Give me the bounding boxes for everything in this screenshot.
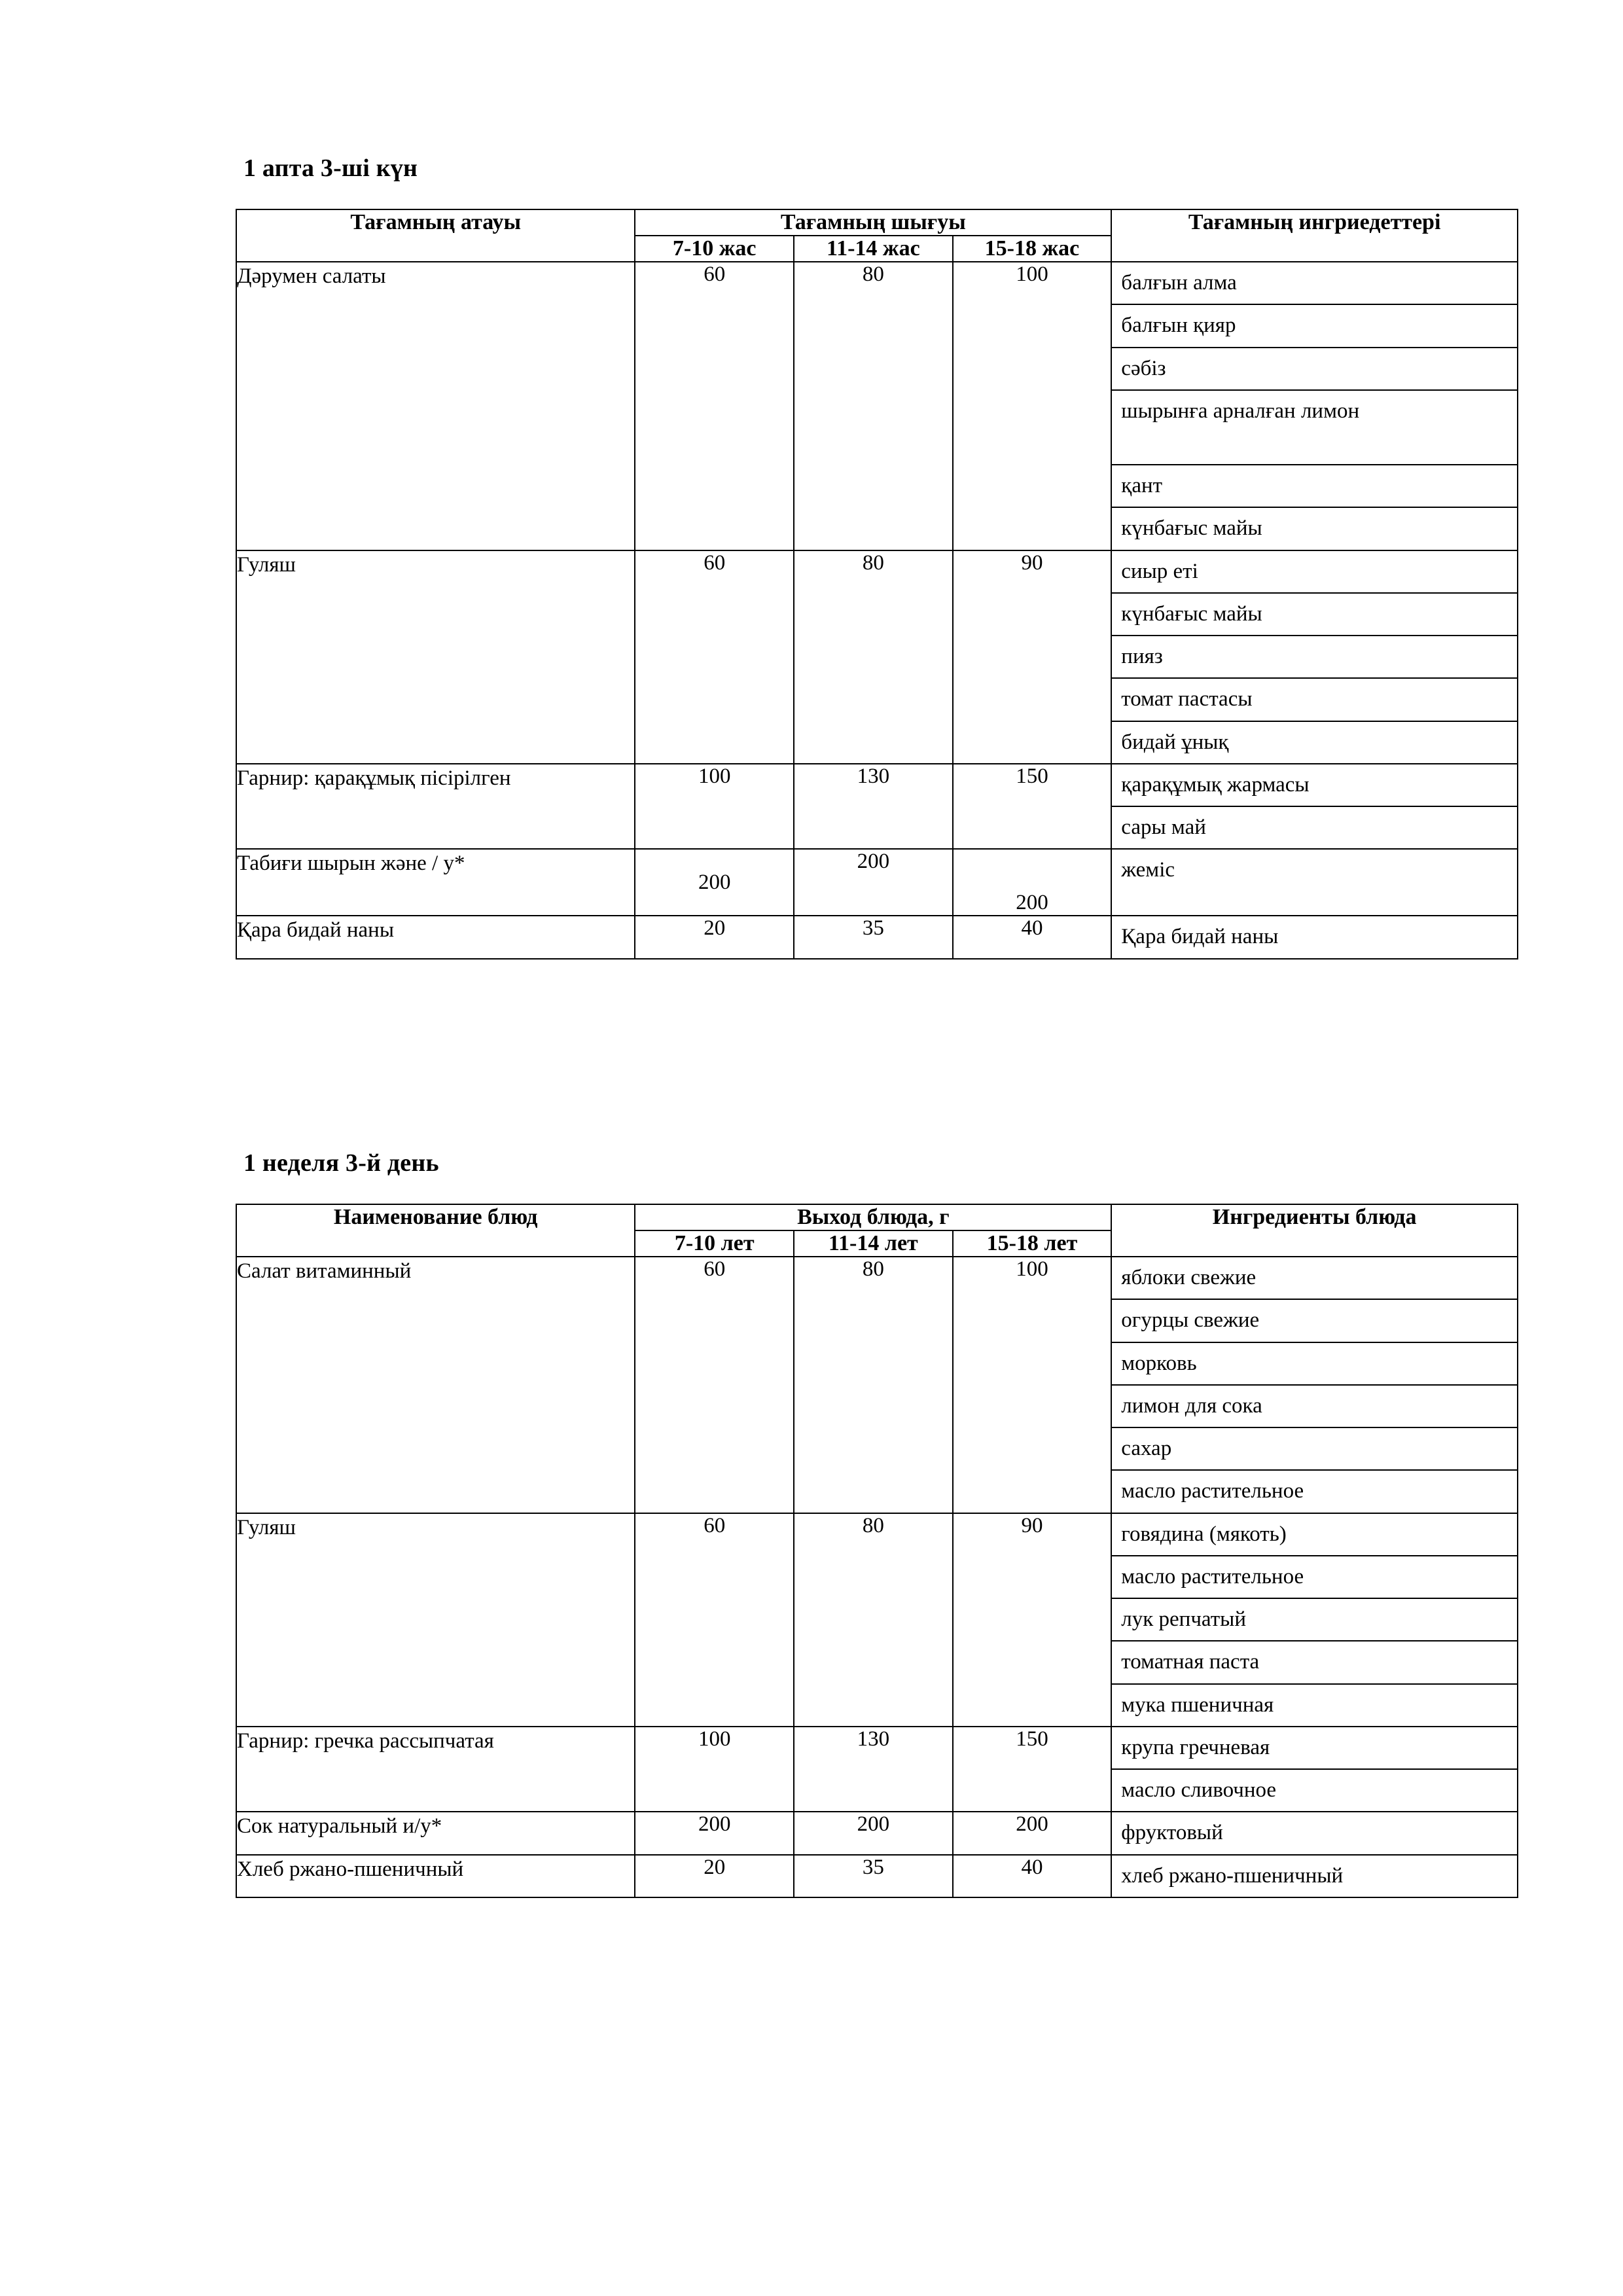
menu-table <box>236 1204 1518 1898</box>
dish-amount-7-10: 60 <box>635 550 794 764</box>
ingredient-item: сиыр еті <box>1112 551 1517 594</box>
ingredient-item: қант <box>1112 465 1517 508</box>
table-header-row <box>236 1204 1518 1230</box>
section-caption: 1 апта 3-ші күн <box>243 154 418 182</box>
ingredient-item: сары май <box>1121 816 1206 839</box>
dish-amount-11-14: 80 <box>794 1513 953 1727</box>
ingredient-list <box>1111 1727 1518 1812</box>
dish-name: Гарнир: гречка рассыпчатая <box>236 1727 635 1812</box>
ingredient-item: яблоки свежие <box>1112 1257 1517 1300</box>
table-header-row <box>236 209 1518 236</box>
ingredient-item: лимон для сока <box>1112 1386 1517 1428</box>
table-row <box>236 849 1518 916</box>
dish-amount-7-10: 100 <box>635 764 794 850</box>
table-row <box>236 764 1518 850</box>
dish-amount-15-18: 200 <box>953 1812 1112 1854</box>
dish-name: Гарнир: қарақұмық пісірілген <box>236 764 635 850</box>
dish-amount-7-10: 100 <box>635 1727 794 1812</box>
dish-name: Гуляш <box>236 1513 635 1727</box>
ingredient-item: огурцы свежие <box>1112 1300 1517 1342</box>
ingredient-list <box>1111 1257 1518 1513</box>
dish-amount-7-10: 20 <box>635 1855 794 1897</box>
ingredient-item: томат пастасы <box>1112 679 1517 721</box>
ingredient-list <box>1111 764 1518 850</box>
ingredient-item: масло растительное <box>1121 1479 1304 1503</box>
header-ingredients: Ингредиенты блюда <box>1111 1204 1518 1257</box>
menu-section-kazakh <box>236 154 1518 960</box>
dish-amount-15-18: 150 <box>953 764 1112 850</box>
ingredient-item: сәбіз <box>1112 348 1517 391</box>
ingredient-list <box>1111 1855 1518 1897</box>
ingredient-item: томатная паста <box>1112 1641 1517 1684</box>
table-row <box>236 1257 1518 1513</box>
ingredient-list <box>1111 262 1518 550</box>
ingredient-item: қарақұмық жармасы <box>1112 764 1517 807</box>
table-row <box>236 1812 1518 1854</box>
dish-amount-15-18: 90 <box>953 1513 1112 1727</box>
dish-name: Хлеб ржано-пшеничный <box>236 1855 635 1897</box>
ingredient-item: морковь <box>1112 1343 1517 1386</box>
ingredient-item: балғын қияр <box>1112 305 1517 348</box>
dish-amount-7-10: 60 <box>635 1257 794 1513</box>
header-age-11-14: 11-14 жас <box>794 236 953 262</box>
table-row <box>236 916 1518 958</box>
menu-table <box>236 209 1518 960</box>
dish-amount-7-10: 60 <box>635 1513 794 1727</box>
header-yield-group: Тағамның шығуы <box>635 209 1111 236</box>
ingredient-item: масло растительное <box>1112 1556 1517 1599</box>
dish-amount-15-18: 100 <box>953 1257 1112 1513</box>
dish-name: Сок натуральный и/у* <box>236 1812 635 1854</box>
table-row <box>236 1855 1518 1897</box>
ingredient-item: масло сливочное <box>1121 1778 1277 1802</box>
dish-amount-15-18: 90 <box>953 550 1112 764</box>
dish-amount-7-10: 20 <box>635 916 794 958</box>
header-age-7-10: 7-10 жас <box>635 236 794 262</box>
header-age-7-10: 7-10 лет <box>635 1230 794 1257</box>
section-caption: 1 неделя 3-й день <box>243 1149 439 1177</box>
header-yield-group: Выход блюда, г <box>635 1204 1111 1230</box>
header-age-15-18: 15-18 жас <box>953 236 1112 262</box>
ingredient-item: хлеб ржано-пшеничный <box>1121 1863 1344 1888</box>
dish-amount-15-18: 200 <box>953 849 1112 916</box>
table-row <box>236 262 1518 550</box>
ingredient-item: фруктовый <box>1121 1821 1223 1845</box>
ingredient-item: Қара бидай наны <box>1121 925 1279 949</box>
ingredient-item: балғын алма <box>1112 262 1517 305</box>
dish-amount-15-18: 150 <box>953 1727 1112 1812</box>
dish-amount-7-10: 200 <box>635 849 794 916</box>
ingredient-list <box>1111 1513 1518 1727</box>
dish-name: Қара бидай наны <box>236 916 635 958</box>
ingredient-item: күнбағыс майы <box>1112 594 1517 636</box>
ingredient-item: мука пшеничная <box>1121 1693 1274 1717</box>
table-row <box>236 550 1518 764</box>
header-ingredients: Тағамның ингриедеттері <box>1111 209 1518 262</box>
header-dish-name: Наименование блюд <box>236 1204 635 1257</box>
table-row <box>236 1727 1518 1812</box>
dish-amount-11-14: 80 <box>794 262 953 550</box>
dish-amount-7-10: 60 <box>635 262 794 550</box>
header-dish-name: Тағамның атауы <box>236 209 635 262</box>
ingredient-item: бидай ұнық <box>1121 730 1229 754</box>
dish-name: Салат витаминный <box>236 1257 635 1513</box>
dish-amount-11-14: 130 <box>794 1727 953 1812</box>
table-row <box>236 1513 1518 1727</box>
ingredient-item: сахар <box>1112 1428 1517 1471</box>
dish-amount-11-14: 35 <box>794 916 953 958</box>
dish-amount-11-14: 200 <box>794 1812 953 1854</box>
dish-amount-7-10: 200 <box>635 1812 794 1854</box>
ingredient-item: шырынға арналған лимон <box>1112 391 1517 465</box>
menu-section-russian <box>236 1149 1518 1898</box>
dish-amount-15-18: 40 <box>953 916 1112 958</box>
ingredient-item: пияз <box>1112 636 1517 679</box>
dish-amount-11-14: 130 <box>794 764 953 850</box>
dish-amount-15-18: 40 <box>953 1855 1112 1897</box>
header-age-11-14: 11-14 лет <box>794 1230 953 1257</box>
ingredient-list <box>1111 916 1518 958</box>
ingredient-item: крупа гречневая <box>1112 1727 1517 1770</box>
ingredient-item: лук репчатый <box>1112 1599 1517 1641</box>
dish-amount-11-14: 80 <box>794 550 953 764</box>
header-age-15-18: 15-18 лет <box>953 1230 1112 1257</box>
ingredient-item: күнбағыс майы <box>1121 516 1262 541</box>
dish-amount-11-14: 80 <box>794 1257 953 1513</box>
ingredient-list <box>1111 1812 1518 1854</box>
dish-name: Дәрумен салаты <box>236 262 635 550</box>
dish-name: Гуляш <box>236 550 635 764</box>
dish-amount-11-14: 35 <box>794 1855 953 1897</box>
dish-amount-15-18: 100 <box>953 262 1112 550</box>
dish-amount-11-14: 200 <box>794 849 953 916</box>
ingredient-list <box>1111 550 1518 764</box>
ingredient-item: говядина (мякоть) <box>1112 1514 1517 1556</box>
ingredient-list <box>1111 849 1518 916</box>
dish-name: Табиғи шырын және / у* <box>236 849 635 916</box>
ingredient-item: жеміс <box>1121 858 1175 882</box>
